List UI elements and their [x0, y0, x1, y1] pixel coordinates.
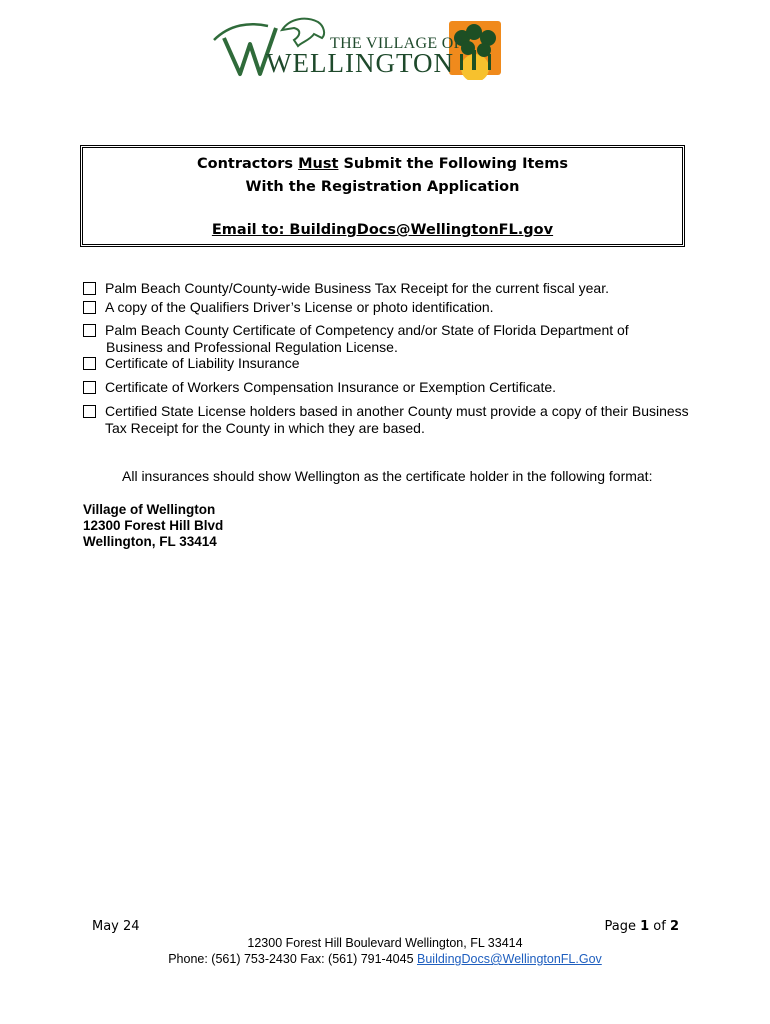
checkbox[interactable]: [83, 381, 96, 394]
box-subtitle: With the Registration Application: [245, 179, 520, 195]
checklist-item: Certificate of Liability Insurance: [83, 355, 300, 372]
address-line-3: Wellington, FL 33414: [83, 534, 217, 549]
footer-date: May 24: [92, 919, 140, 934]
must-emphasis: Must: [298, 156, 339, 172]
instruction-box: [80, 145, 685, 247]
checklist-item: Certificate of Workers Compensation Insurance or Exemption Certificate.: [83, 379, 556, 396]
address-line-2: 12300 Forest Hill Blvd: [83, 518, 224, 533]
page-indicator: Page 1 of 2: [604, 919, 679, 934]
checklist-item: Certified State License holders based in another County must provide a copy of their Business: [83, 403, 689, 420]
logo-text-top: THE VILLAGE OF: [330, 35, 463, 52]
logo-text-main: WELLINGTON: [266, 48, 454, 78]
current-page: 1: [640, 919, 650, 934]
box-email-line[interactable]: Email to: BuildingDocs@WellingtonFL.gov: [211, 222, 554, 238]
checklist-item-continuation: Business and Professional Regulation License.: [106, 339, 398, 355]
footer-contact: Phone: (561) 753-2430 Fax: (561) 791-4045 BuildingDocs@WellingtonFL.Gov: [168, 952, 602, 966]
address-line-1: Village of Wellington: [83, 502, 216, 517]
checkbox[interactable]: [83, 357, 96, 370]
checkbox[interactable]: [83, 301, 96, 314]
checkbox[interactable]: [83, 282, 96, 295]
total-pages: 2: [669, 919, 679, 934]
checkbox[interactable]: [83, 405, 96, 418]
village-logo: [210, 14, 510, 80]
box-title: Contractors Must Submit the Following Items: [196, 156, 569, 172]
checklist-item: Palm Beach County/County-wide Business Tax Receipt for the current fiscal year.: [83, 280, 609, 297]
checklist-item: Palm Beach County Certificate of Competency and/or State of Florida Department of: [83, 322, 629, 339]
insurance-note: All insurances should show Wellington as the certificate holder in the following format:: [122, 468, 653, 484]
checkbox[interactable]: [83, 324, 96, 337]
checklist-item: A copy of the Qualifiers Driver’s License or photo identification.: [83, 299, 494, 316]
footer-email-link[interactable]: BuildingDocs@WellingtonFL.Gov: [417, 952, 602, 966]
checklist-item-continuation: Tax Receipt for the County in which they are based.: [105, 420, 425, 436]
footer-address: 12300 Forest Hill Boulevard Wellington, FL 33414: [247, 936, 523, 950]
